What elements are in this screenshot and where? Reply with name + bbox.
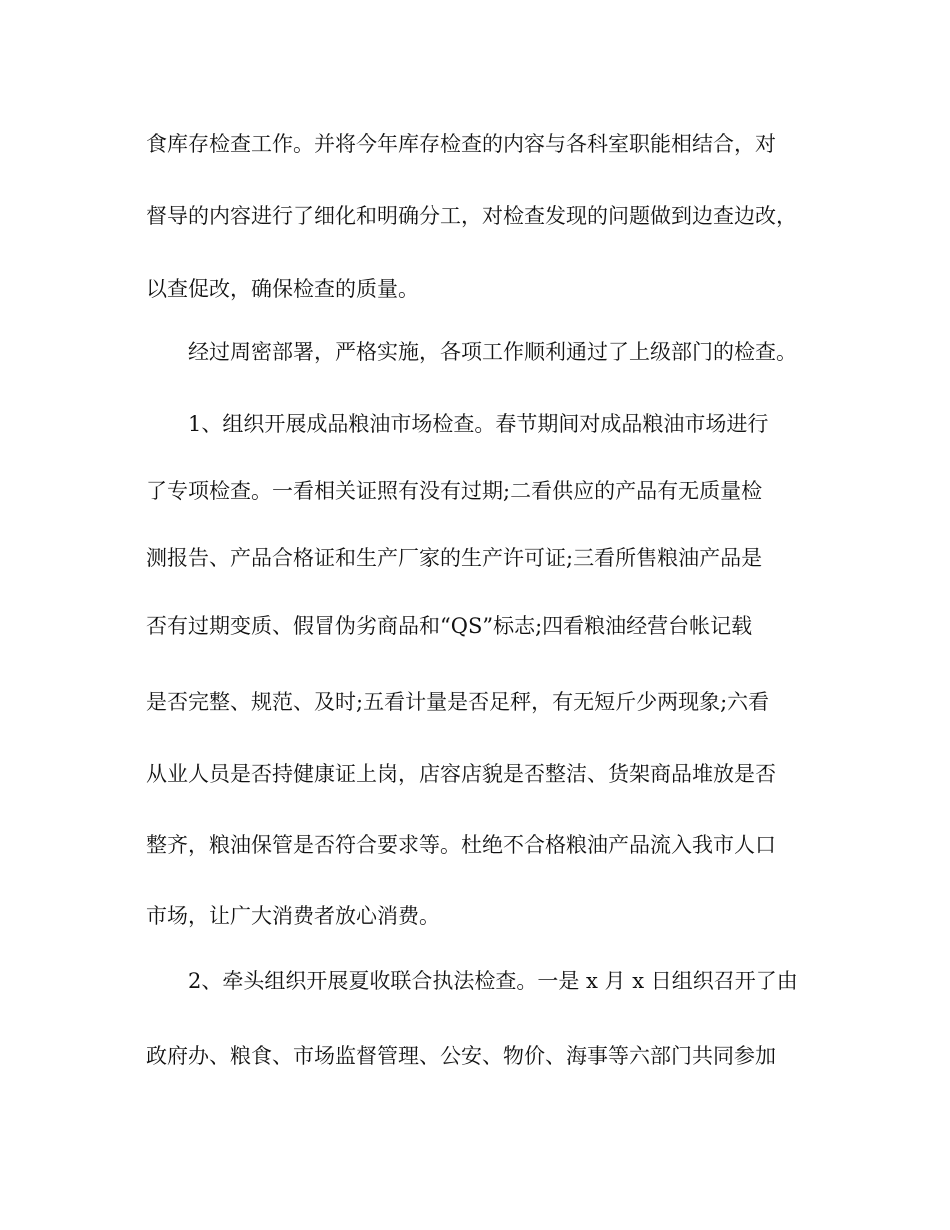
paragraph-line: 以查促改，确保检查的质量。 [146,277,419,301]
paragraph-line: 食库存检查工作。并将今年库存检查的内容与各科室职能相结合，对 [146,132,776,156]
paragraph-line: 否有过期变质、假冒伪劣商品和“QS”标志;四看粮油经营台帐记载 [146,614,753,638]
paragraph-line: 从业人员是否持健康证上岗，店容店貌是否整洁、货架商品堆放是否 [146,762,776,786]
paragraph-line: 2、牵头组织开展夏收联合执法检查。一是 x 月 x 日组织召开了由 [188,969,798,993]
paragraph-line: 是否完整、规范、及时;五看计量是否足秤，有无短斤少两现象;六看 [146,690,770,714]
paragraph-line: 政府办、粮食、市场监督管理、公安、物价、海事等六部门共同参加 [146,1044,776,1068]
paragraph-line: 整齐，粮油保管是否符合要求等。杜绝不合格粮油产品流入我市人口 [146,833,776,857]
paragraph-line: 督导的内容进行了细化和明确分工，对检查发现的问题做到边查边改， [146,204,797,228]
paragraph-line: 1、组织开展成品粮油市场检查。春节期间对成品粮油市场进行 [188,412,769,436]
paragraph-line: 经过周密部署，严格实施，各项工作顺利通过了上级部门的检查。 [188,340,797,364]
paragraph-line: 了专项检查。一看相关证照有没有过期;二看供应的产品有无质量检 [146,479,763,503]
paragraph-line: 测报告、产品合格证和生产厂家的生产许可证;三看所售粮油产品是 [146,546,763,570]
paragraph-line: 市场，让广大消费者放心消费。 [146,904,440,928]
